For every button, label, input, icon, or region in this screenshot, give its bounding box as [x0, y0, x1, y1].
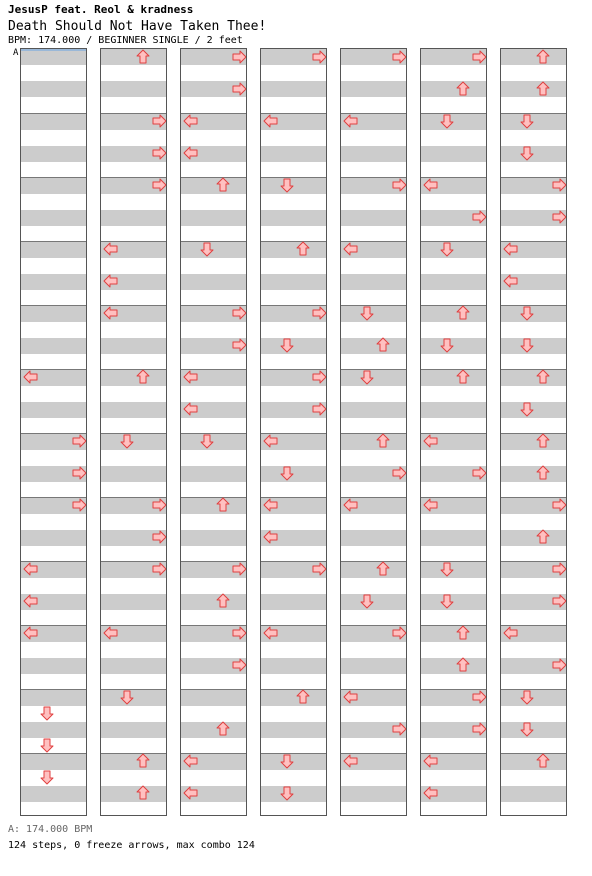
left-arrow-icon [183, 145, 199, 161]
left-arrow-icon [263, 113, 279, 129]
beat-stripe [101, 786, 166, 802]
down-arrow-icon [439, 241, 455, 257]
left-arrow-icon [343, 753, 359, 769]
up-arrow-icon [535, 529, 551, 545]
beat-stripe [101, 210, 166, 226]
measure [261, 689, 326, 753]
up-arrow-icon [135, 49, 151, 65]
up-arrow-icon [535, 369, 551, 385]
down-arrow-icon [439, 337, 455, 353]
beat-stripe [501, 530, 566, 546]
beat-stripe [101, 402, 166, 418]
beat-stripe [341, 81, 406, 97]
beat-stripe [101, 370, 166, 386]
right-arrow-icon [71, 433, 87, 449]
beat-stripe [21, 274, 86, 290]
beat-stripe [181, 178, 246, 194]
beat-stripe [21, 114, 86, 130]
up-arrow-icon [135, 369, 151, 385]
right-arrow-icon [71, 497, 87, 513]
down-arrow-icon [199, 241, 215, 257]
down-arrow-icon [279, 465, 295, 481]
down-arrow-icon [39, 737, 55, 753]
down-arrow-icon [519, 401, 535, 417]
down-arrow-icon [199, 433, 215, 449]
left-arrow-icon [183, 753, 199, 769]
beat-stripe [181, 210, 246, 226]
right-arrow-icon [471, 465, 487, 481]
beat-stripe [341, 146, 406, 162]
beat-stripe [261, 81, 326, 97]
beat-stripe [501, 786, 566, 802]
beat-stripe [421, 306, 486, 322]
right-arrow-icon [231, 49, 247, 65]
up-arrow-icon [375, 561, 391, 577]
beat-stripe [421, 658, 486, 674]
measure [21, 177, 86, 241]
down-arrow-icon [359, 369, 375, 385]
up-arrow-icon [295, 689, 311, 705]
down-arrow-icon [359, 305, 375, 321]
measure [261, 241, 326, 305]
beat-stripe [341, 658, 406, 674]
beat-stripe [341, 274, 406, 290]
up-arrow-icon [375, 433, 391, 449]
left-arrow-icon [23, 561, 39, 577]
measure [101, 753, 166, 816]
measure [101, 49, 166, 113]
down-arrow-icon [359, 593, 375, 609]
song-title: Death Should Not Have Taken Thee! [8, 19, 267, 34]
left-arrow-icon [343, 113, 359, 129]
beat-stripe [21, 49, 86, 65]
right-arrow-icon [311, 305, 327, 321]
right-arrow-icon [551, 177, 567, 193]
left-arrow-icon [343, 497, 359, 513]
up-arrow-icon [535, 465, 551, 481]
chart-info: BPM: 174.000 / BEGINNER SINGLE / 2 feet [8, 35, 243, 46]
beat-stripe [421, 402, 486, 418]
chart-column [100, 48, 167, 816]
chart-column [20, 48, 87, 816]
up-arrow-icon [535, 753, 551, 769]
beat-stripe [421, 146, 486, 162]
measure [181, 689, 246, 753]
up-arrow-icon [135, 753, 151, 769]
song-artist: JesusP feat. Reol & kradness [8, 3, 194, 16]
beat-stripe [101, 81, 166, 97]
beat-stripe [501, 754, 566, 770]
up-arrow-icon [455, 369, 471, 385]
down-arrow-icon [279, 753, 295, 769]
down-arrow-icon [279, 177, 295, 193]
right-arrow-icon [471, 721, 487, 737]
measure [501, 49, 566, 113]
up-arrow-icon [455, 657, 471, 673]
measure [501, 753, 566, 816]
right-arrow-icon [231, 337, 247, 353]
chart-column [180, 48, 247, 816]
up-arrow-icon [535, 433, 551, 449]
up-arrow-icon [535, 81, 551, 97]
down-arrow-icon [439, 561, 455, 577]
chart-column [500, 48, 567, 816]
up-arrow-icon [215, 177, 231, 193]
left-arrow-icon [23, 625, 39, 641]
right-arrow-icon [231, 657, 247, 673]
beat-stripe [101, 466, 166, 482]
measure [21, 49, 86, 113]
beat-stripe [181, 274, 246, 290]
up-arrow-icon [535, 49, 551, 65]
left-arrow-icon [263, 433, 279, 449]
beat-stripe [21, 81, 86, 97]
left-arrow-icon [183, 401, 199, 417]
beat-stripe [101, 338, 166, 354]
right-arrow-icon [391, 721, 407, 737]
right-arrow-icon [471, 49, 487, 65]
beat-stripe [21, 146, 86, 162]
right-arrow-icon [551, 593, 567, 609]
beat-stripe [101, 658, 166, 674]
down-arrow-icon [519, 145, 535, 161]
beat-stripe [181, 594, 246, 610]
beat-stripe [421, 274, 486, 290]
right-arrow-icon [231, 625, 247, 641]
beat-stripe [261, 722, 326, 738]
right-arrow-icon [231, 305, 247, 321]
beat-stripe [101, 754, 166, 770]
down-arrow-icon [519, 337, 535, 353]
down-arrow-icon [519, 721, 535, 737]
up-arrow-icon [375, 337, 391, 353]
bpm-change-line [21, 49, 86, 51]
down-arrow-icon [519, 305, 535, 321]
up-arrow-icon [215, 593, 231, 609]
up-arrow-icon [215, 721, 231, 737]
step-stats: 124 steps, 0 freeze arrows, max combo 124 [8, 840, 255, 851]
right-arrow-icon [151, 561, 167, 577]
right-arrow-icon [551, 657, 567, 673]
right-arrow-icon [551, 497, 567, 513]
beat-stripe [501, 434, 566, 450]
right-arrow-icon [231, 561, 247, 577]
down-arrow-icon [39, 769, 55, 785]
beat-stripe [101, 722, 166, 738]
right-arrow-icon [71, 465, 87, 481]
beat-stripe [261, 146, 326, 162]
right-arrow-icon [311, 369, 327, 385]
beat-stripe [21, 786, 86, 802]
beat-stripe [261, 242, 326, 258]
beat-stripe [21, 530, 86, 546]
left-arrow-icon [423, 177, 439, 193]
measure [181, 497, 246, 561]
beat-stripe [501, 466, 566, 482]
beat-stripe [21, 338, 86, 354]
beat-stripe [261, 594, 326, 610]
left-arrow-icon [423, 433, 439, 449]
measure [421, 369, 486, 433]
left-arrow-icon [183, 113, 199, 129]
down-arrow-icon [39, 705, 55, 721]
left-arrow-icon [183, 369, 199, 385]
left-arrow-icon [103, 625, 119, 641]
right-arrow-icon [311, 561, 327, 577]
measure [421, 625, 486, 689]
left-arrow-icon [103, 305, 119, 321]
beat-stripe [181, 722, 246, 738]
beat-stripe [261, 210, 326, 226]
beat-stripe [21, 178, 86, 194]
down-arrow-icon [119, 689, 135, 705]
left-arrow-icon [423, 753, 439, 769]
measure [21, 113, 86, 177]
beat-stripe [21, 754, 86, 770]
beat-stripe [341, 786, 406, 802]
beat-stripe [21, 306, 86, 322]
bpm-legend: A: 174.000 BPM [8, 824, 93, 835]
chart-column [420, 48, 487, 816]
left-arrow-icon [343, 689, 359, 705]
left-arrow-icon [423, 785, 439, 801]
measure [501, 433, 566, 497]
bpm-marker: A [13, 48, 19, 58]
beat-stripe [181, 466, 246, 482]
right-arrow-icon [311, 49, 327, 65]
right-arrow-icon [391, 625, 407, 641]
left-arrow-icon [503, 625, 519, 641]
beat-stripe [181, 690, 246, 706]
down-arrow-icon [439, 113, 455, 129]
right-arrow-icon [151, 529, 167, 545]
right-arrow-icon [471, 209, 487, 225]
down-arrow-icon [279, 337, 295, 353]
measure [101, 369, 166, 433]
beat-stripe [21, 402, 86, 418]
beat-stripe [501, 81, 566, 97]
left-arrow-icon [263, 497, 279, 513]
chart-column [260, 48, 327, 816]
down-arrow-icon [519, 689, 535, 705]
beat-stripe [101, 594, 166, 610]
beat-stripe [341, 530, 406, 546]
beat-stripe [421, 81, 486, 97]
right-arrow-icon [311, 401, 327, 417]
left-arrow-icon [503, 273, 519, 289]
beat-stripe [261, 690, 326, 706]
left-arrow-icon [103, 273, 119, 289]
right-arrow-icon [151, 113, 167, 129]
beat-stripe [341, 210, 406, 226]
right-arrow-icon [551, 209, 567, 225]
beat-stripe [181, 530, 246, 546]
down-arrow-icon [439, 593, 455, 609]
beat-stripe [101, 49, 166, 65]
beat-stripe [341, 402, 406, 418]
up-arrow-icon [135, 785, 151, 801]
right-arrow-icon [151, 497, 167, 513]
beat-stripe [341, 434, 406, 450]
beat-stripe [501, 370, 566, 386]
beat-stripe [21, 658, 86, 674]
left-arrow-icon [103, 241, 119, 257]
right-arrow-icon [151, 177, 167, 193]
up-arrow-icon [455, 305, 471, 321]
beat-stripe [421, 370, 486, 386]
up-arrow-icon [455, 81, 471, 97]
up-arrow-icon [455, 625, 471, 641]
beat-stripe [261, 274, 326, 290]
measure [21, 305, 86, 369]
left-arrow-icon [503, 241, 519, 257]
left-arrow-icon [423, 497, 439, 513]
right-arrow-icon [231, 81, 247, 97]
right-arrow-icon [551, 561, 567, 577]
chart-column [340, 48, 407, 816]
beat-stripe [421, 530, 486, 546]
beat-stripe [501, 49, 566, 65]
right-arrow-icon [391, 465, 407, 481]
down-arrow-icon [519, 113, 535, 129]
beat-stripe [261, 658, 326, 674]
right-arrow-icon [471, 689, 487, 705]
up-arrow-icon [215, 497, 231, 513]
left-arrow-icon [23, 593, 39, 609]
right-arrow-icon [391, 49, 407, 65]
beat-stripe [21, 722, 86, 738]
measure [21, 241, 86, 305]
measure [181, 177, 246, 241]
left-arrow-icon [183, 785, 199, 801]
beat-stripe [21, 242, 86, 258]
down-arrow-icon [119, 433, 135, 449]
left-arrow-icon [263, 625, 279, 641]
down-arrow-icon [279, 785, 295, 801]
beat-stripe [21, 690, 86, 706]
beat-stripe [21, 210, 86, 226]
right-arrow-icon [151, 145, 167, 161]
beat-stripe [181, 498, 246, 514]
beat-stripe [341, 562, 406, 578]
beat-stripe [421, 626, 486, 642]
up-arrow-icon [295, 241, 311, 257]
left-arrow-icon [263, 529, 279, 545]
beat-stripe [341, 338, 406, 354]
left-arrow-icon [343, 241, 359, 257]
right-arrow-icon [391, 177, 407, 193]
left-arrow-icon [23, 369, 39, 385]
